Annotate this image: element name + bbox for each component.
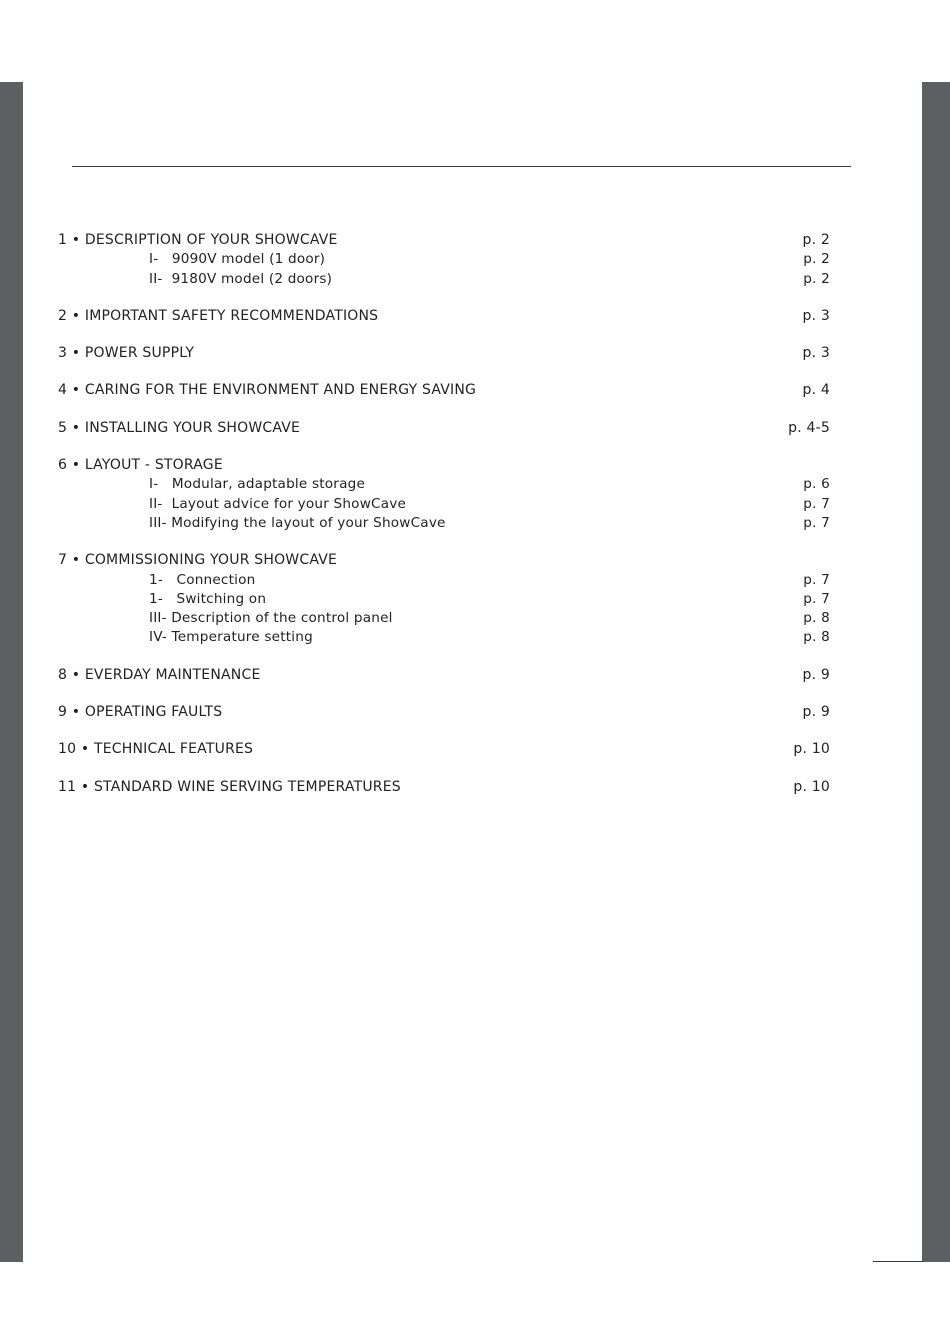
toc-subentry-title: III- Modifying the layout of your ShowCave	[149, 514, 446, 531]
toc-entry-title: 4 • CARING FOR THE ENVIRONMENT AND ENERGY SAVING	[58, 382, 477, 399]
toc-section	[58, 778, 830, 797]
toc-section	[58, 740, 830, 759]
toc-entry-title: 5 • INSTALLING YOUR SHOWCAVE	[58, 419, 301, 436]
toc-subentry-title: I- 9090V model (1 door)	[149, 251, 326, 268]
toc-subentry-page: p. 2	[803, 270, 830, 287]
toc-section	[58, 344, 830, 363]
toc-subentry[interactable]	[58, 270, 830, 289]
toc-entry[interactable]	[58, 551, 830, 570]
right-side-bar	[922, 82, 950, 1262]
toc-entry[interactable]	[58, 344, 830, 363]
table-of-contents	[58, 231, 830, 815]
toc-subentry-page: p. 2	[803, 251, 830, 268]
toc-entry-page: p. 2	[802, 232, 830, 248]
toc-entry-title: 1 • DESCRIPTION OF YOUR SHOWCAVE	[58, 232, 338, 248]
toc-entry-title: 11 • STANDARD WINE SERVING TEMPERATURES	[58, 778, 401, 795]
toc-subentry[interactable]	[58, 514, 830, 533]
toc-entry[interactable]	[58, 778, 830, 797]
toc-section	[58, 419, 830, 438]
toc-subentry-title: II- 9180V model (2 doors)	[149, 270, 333, 287]
toc-entry-page: p. 10	[793, 741, 830, 758]
toc-subentry-page: p. 8	[803, 610, 830, 627]
toc-subentry-title: I- Modular, adaptable storage	[149, 476, 366, 493]
toc-subentry-page: p. 7	[803, 571, 830, 588]
toc-entry-title: 7 • COMMISSIONING YOUR SHOWCAVE	[58, 552, 338, 569]
toc-entry[interactable]	[58, 231, 830, 250]
toc-entry-title: 9 • OPERATING FAULTS	[58, 704, 223, 721]
toc-subentry-page: p. 7	[803, 590, 830, 607]
toc-subentry[interactable]	[58, 571, 830, 590]
toc-subentry[interactable]	[58, 628, 830, 647]
toc-subentry-page: p. 6	[803, 476, 830, 493]
toc-subentry-page: p. 8	[803, 629, 830, 646]
toc-entry-title: 3 • POWER SUPPLY	[58, 345, 195, 362]
toc-subentry[interactable]	[58, 495, 830, 514]
toc-entry[interactable]	[58, 419, 830, 438]
toc-subentry-title: IV- Temperature setting	[149, 629, 313, 646]
toc-subentry-title: II- Layout advice for your ShowCave	[149, 495, 407, 512]
bottom-divider	[873, 1261, 923, 1262]
toc-entry-title: 8 • EVERDAY MAINTENANCE	[58, 666, 261, 683]
toc-entry-page: p. 9	[802, 666, 830, 683]
toc-subentry[interactable]	[58, 590, 830, 609]
toc-subentry[interactable]	[58, 475, 830, 494]
toc-section	[58, 231, 830, 289]
toc-entry-page: p. 4-5	[788, 419, 830, 436]
toc-section	[58, 381, 830, 400]
toc-section	[58, 551, 830, 647]
toc-section	[58, 456, 830, 533]
toc-entry-title: 6 • LAYOUT - STORAGE	[58, 457, 223, 474]
toc-entry-page: p. 10	[793, 778, 830, 795]
toc-subentry[interactable]	[58, 250, 830, 269]
toc-subentry-title: 1- Connection	[149, 571, 256, 588]
toc-entry[interactable]	[58, 703, 830, 722]
toc-subentry-title: 1- Switching on	[149, 590, 267, 607]
toc-subentry-page: p. 7	[803, 514, 830, 531]
toc-subentry-page: p. 7	[803, 495, 830, 512]
toc-entry[interactable]	[58, 307, 830, 326]
toc-entry-title: 2 • IMPORTANT SAFETY RECOMMENDATIONS	[58, 307, 379, 324]
toc-entry-title: 10 • TECHNICAL FEATURES	[58, 741, 254, 758]
toc-section	[58, 666, 830, 685]
toc-section	[58, 307, 830, 326]
toc-section	[58, 703, 830, 722]
toc-subentry[interactable]	[58, 609, 830, 628]
toc-entry-page: p. 3	[802, 307, 830, 324]
toc-entry-page: p. 9	[802, 704, 830, 721]
toc-entry-page: p. 3	[802, 345, 830, 362]
toc-subentry-title: III- Description of the control panel	[149, 610, 393, 627]
left-side-bar	[0, 82, 23, 1262]
top-divider	[72, 166, 851, 167]
toc-entry-page: p. 4	[802, 382, 830, 399]
toc-entry[interactable]	[58, 456, 830, 475]
toc-entry[interactable]	[58, 740, 830, 759]
toc-entry[interactable]	[58, 666, 830, 685]
toc-entry[interactable]	[58, 381, 830, 400]
